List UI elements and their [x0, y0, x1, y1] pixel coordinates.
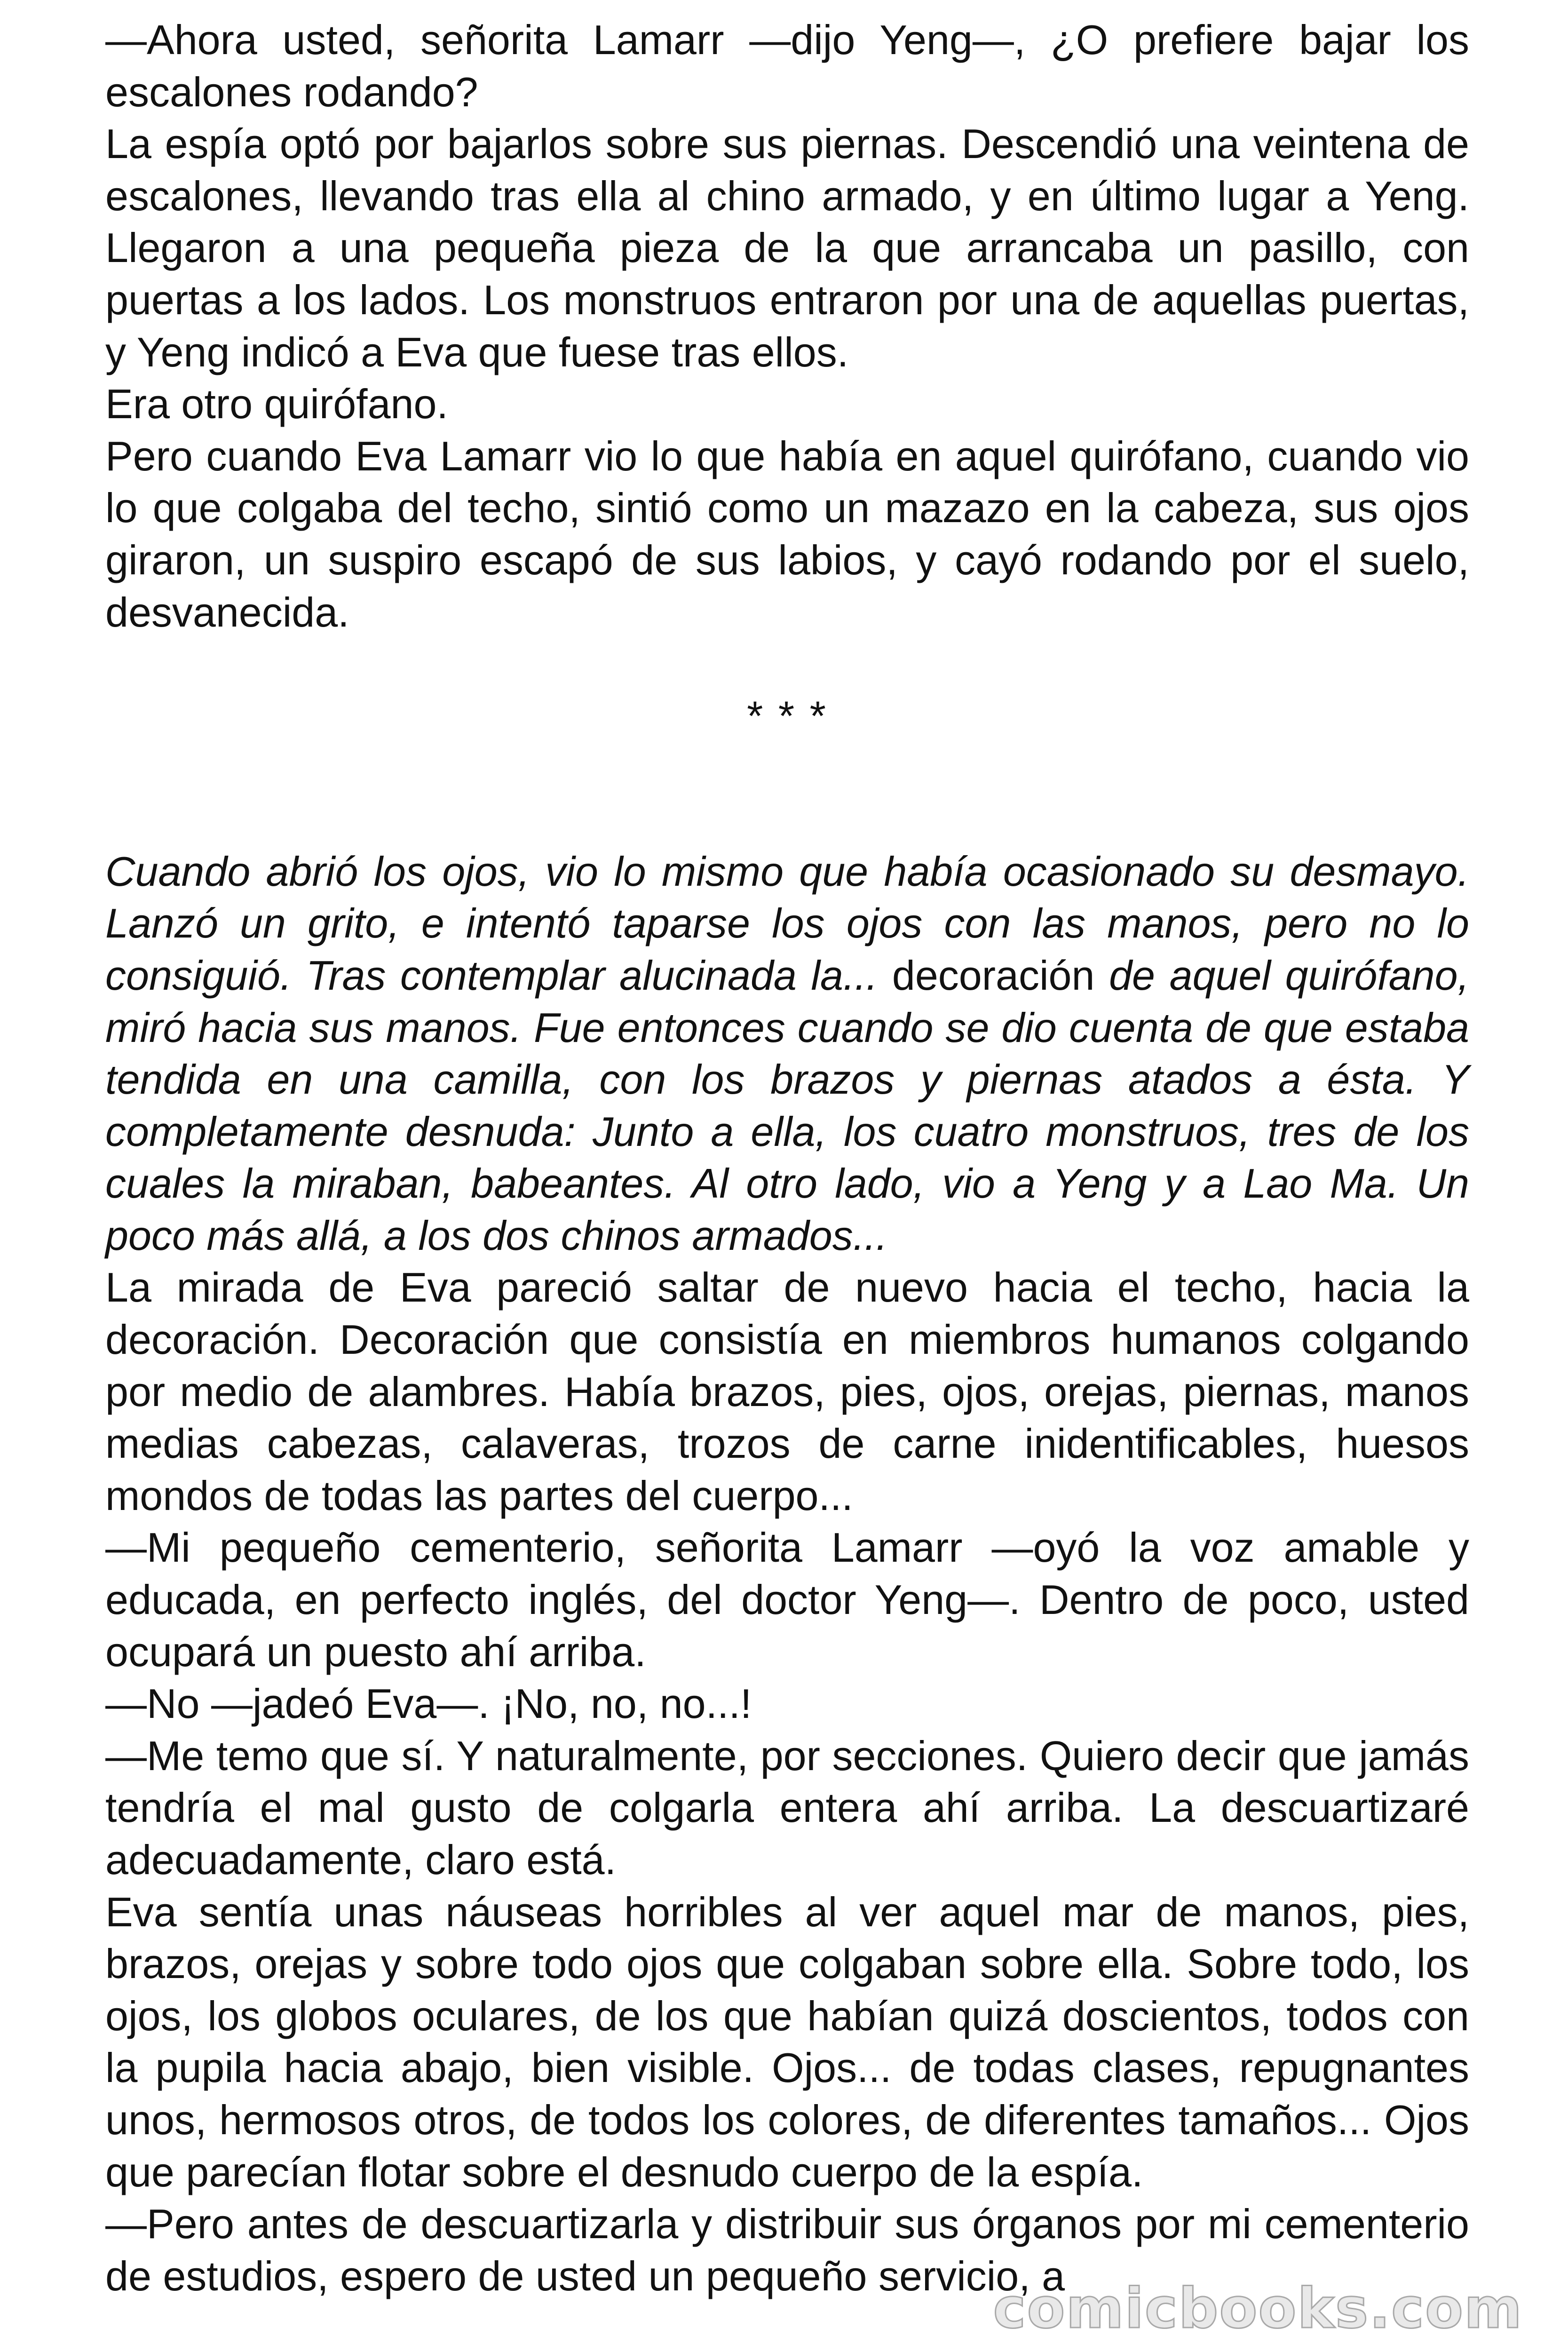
- paragraph: —No —jadeó Eva—. ¡No, no, no...!: [105, 1680, 752, 1727]
- paragraph: Era otro quirófano.: [105, 381, 448, 428]
- watermark: comicbooks.com: [993, 2276, 1523, 2341]
- italic-paragraph: [105, 846, 1469, 1262]
- italic-text: de aquel quirófano, miró hacia sus manos. Fue entonces cuando se dio cuenta de que estaba tendida en una camilla, con los brazos y piernas atados a ésta. Y completamente desnuda: Junto a ella, los cuatro monstruos, tres de los cuales la miraban, babeantes. Al otro lado, vio a Yeng y a Lao Ma. Un poco más allá, a los dos chinos armados...: [105, 952, 1470, 1259]
- paragraph: Eva sentía unas náuseas horribles al ver aquel mar de manos, pies, brazos, orejas y sobre todo ojos que colgaban sobre ella. Sobre todo, los ojos, los globos oculares, de los que habían quizá doscientos, todos con la pupila hacia abajo, bien visible. Ojos... de todas clases, repugnantes unos, hermosos otros, de todos los colores, de diferentes tamaños... Ojos que parecían flotar sobre el desnudo cuerpo de la espía.: [105, 1888, 1469, 2195]
- paragraph: —Pero antes de descuartizarla y distribuir sus órganos por mi cementerio de estudios, espero de usted un pequeño servicio, a: [105, 2201, 1469, 2299]
- italic-text: Cuando abrió los ojos, vio lo mismo que había ocasionado su desmayo. Lanzó un grito, e intentó taparse los ojos con las manos, pero no lo consiguió. Tras contemplar alucinada la...: [105, 848, 1469, 999]
- paragraph: La espía optó por bajarlos sobre sus piernas. Descendió una veintena de escalones, llevando tras ella al chino armado, y en último lugar a Yeng. Llegaron a una pequeña pieza de la que arrancaba un pasillo, con puertas a los lados. Los monstruos entraron por una de aquellas puertas, y Yeng indicó a Eva que fuese tras ellos.: [105, 120, 1469, 375]
- paragraph: —Ahora usted, señorita Lamarr —dijo Yeng—, ¿O prefiere bajar los escalones rodando?: [105, 16, 1469, 115]
- paragraph: —Me temo que sí. Y naturalmente, por secciones. Quiero decir que jamás tendría el mal gusto de colgarla entera ahí arriba. La descuartizaré adecuadamente, claro está.: [105, 1732, 1469, 1883]
- paragraph: —Mi pequeño cementerio, señorita Lamarr —oyó la voz amable y educada, en perfecto inglés, del doctor Yeng—. Dentro de poco, usted ocupará un puesto ahí arriba.: [105, 1524, 1469, 1675]
- section-separator: * * *: [747, 692, 828, 739]
- book-page: [105, 14, 1469, 2302]
- upright-word: decoración: [878, 952, 1109, 999]
- paragraph: Pero cuando Eva Lamarr vio lo que había en aquel quirófano, cuando vio lo que colgaba del techo, sintió como un mazazo en la cabeza, sus ojos giraron, un suspiro escapó de sus labios, y cayó rodando por el suelo, desvanecida.: [105, 432, 1469, 636]
- paragraph: La mirada de Eva pareció saltar de nuevo hacia el techo, hacia la decoración. Decoración que consistía en miembros humanos colgando por medio de alambres. Había brazos, pies, ojos, orejas, piernas, manos medias cabezas, calaveras, trozos de carne inidentificables, huesos mondos de todas las partes del cuerpo...: [105, 1264, 1469, 1519]
